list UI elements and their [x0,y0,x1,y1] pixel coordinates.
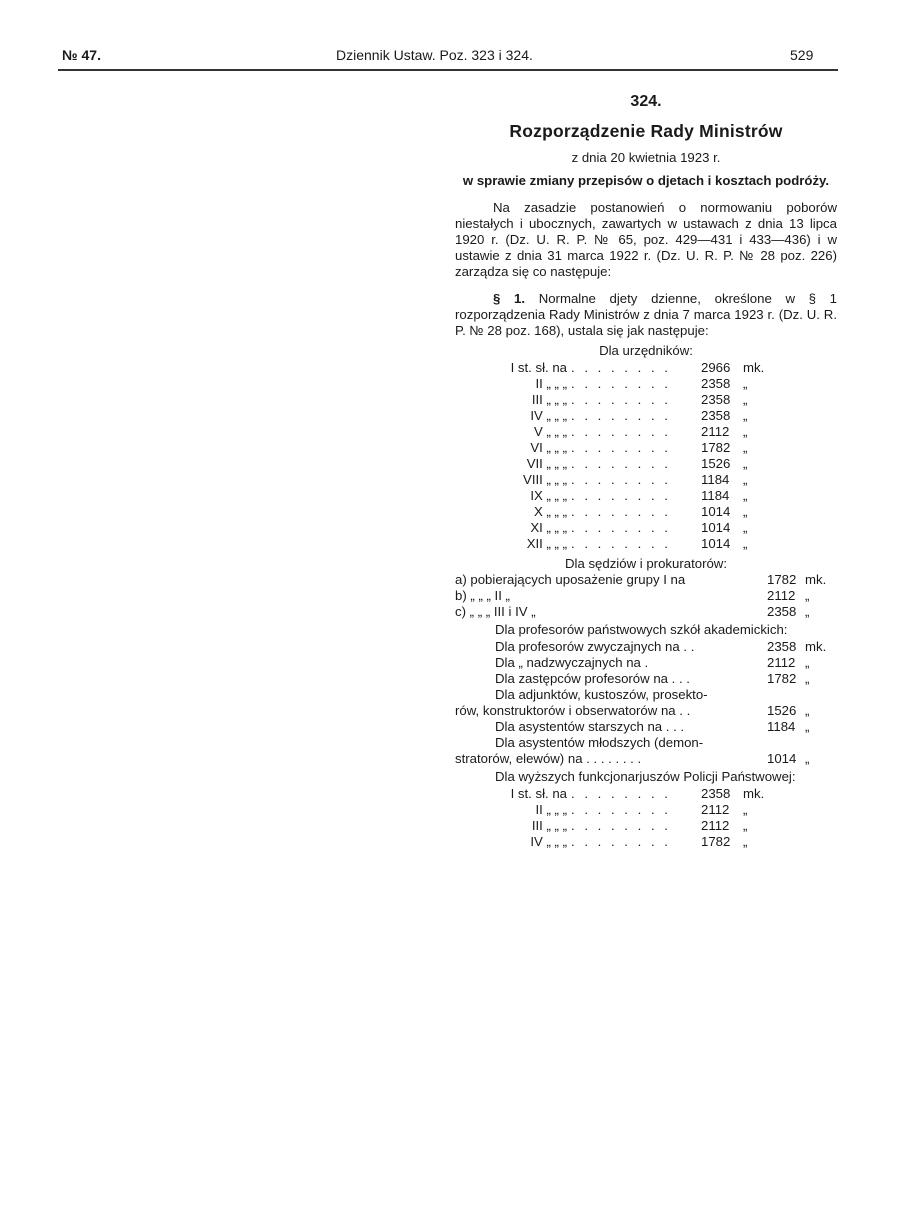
adjunct-row [455,703,837,719]
section-1-mark: § 1. [493,291,526,307]
judge-row [455,588,837,604]
official-leader-dots: . . . . . . . . [571,359,671,375]
official-rank-label: III „ „ „ [531,391,567,407]
official-amount: 1014 [701,503,731,519]
section-1 [455,291,837,338]
official-leader-dots: . . . . . . . . [571,439,671,455]
junior-line-1: Dla asystentów młodszych (demon- [495,734,704,750]
official-row [455,392,837,408]
official-rank-label: IV „ „ „ [530,407,567,423]
official-row [455,440,837,456]
official-amount: 2112 [701,423,730,439]
official-amount: 1014 [701,535,731,551]
official-row [455,408,837,424]
judges-heading: Dla sędziów i prokuratorów: [565,555,727,571]
section-1-text: Normalne djety dzienne, określone w § 1 rozporządzenia Rady Ministrów z dnia 7 marca 1923 r. (Dz. U. R. P. № 28 poz. 168), ustala się jak następuje: [455,291,837,338]
judge-unit: mk. [805,572,827,588]
police-leader-dots: . . . . . . . . [571,785,671,801]
senior-assistant-text: Dla asystentów starszych na . . . [495,718,685,734]
official-row [455,488,837,504]
official-leader-dots: . . . . . . . . [571,519,671,535]
junior-unit: „ [805,750,810,766]
page-header [0,0,902,80]
issue-number: № 47. [62,47,101,63]
judge-amount: 2358 [767,604,797,620]
official-row [455,472,837,488]
document-title: Rozporządzenie Rady Ministrów [509,120,783,141]
police-amount: 2112 [701,801,730,817]
official-amount: 2358 [701,407,731,423]
police-row [455,786,837,802]
police-leader-dots: . . . . . . . . [571,833,671,849]
judges-list [455,572,837,620]
official-leader-dots: . . . . . . . . [571,407,671,423]
professor-text: Dla profesorów zwyczajnych na . . [495,639,695,655]
official-unit: „ [743,423,748,439]
professor-text: Dla zastępców profesorów na . . . [495,671,690,687]
police-unit: mk. [743,785,765,801]
senior-assistant-unit: „ [805,718,810,734]
document-date: z dnia 20 kwietnia 1923 r. [571,149,721,165]
officials-heading: Dla urzędników: [599,342,693,358]
judge-text: b) „ „ „ II „ [455,588,510,604]
official-unit: „ [743,391,748,407]
official-amount: 1184 [701,487,730,503]
judge-unit: „ [805,604,810,620]
judge-amount: 2112 [767,588,796,604]
police-unit: „ [743,801,748,817]
document-subject: w sprawie zmiany przepisów o djetach i kosztach podróży. [462,173,830,189]
junior-value: 1014 [767,750,797,766]
official-rank-label: VIII „ „ „ [523,471,567,487]
official-unit: „ [743,375,748,391]
professor-amount: 2358 [767,639,797,655]
police-rank-label: III „ „ „ [531,817,567,833]
official-row [455,376,837,392]
professor-unit: „ [805,671,810,687]
official-leader-dots: . . . . . . . . [571,535,671,551]
police-row [455,802,837,818]
police-heading: Dla wyższych funkcjonarjuszów Policji Państwowej: [495,768,796,784]
senior-assistant-value: 1184 [767,718,796,734]
official-unit: mk. [743,359,765,375]
judge-amount: 1782 [767,572,797,588]
official-leader-dots: . . . . . . . . [571,503,671,519]
official-rank-label: V „ „ „ [534,423,567,439]
official-amount: 2966 [701,359,731,375]
police-amount: 1782 [701,833,731,849]
official-amount: 1526 [701,455,731,471]
junior-row [455,751,837,767]
journal-title: Dziennik Ustaw. Poz. 323 i 324. [336,47,533,63]
official-amount: 1014 [701,519,731,535]
official-rank-label: X „ „ „ [534,503,567,519]
official-row [455,360,837,376]
official-leader-dots: . . . . . . . . [571,487,671,503]
official-row [455,456,837,472]
document-column [455,90,837,850]
junior-line-2: stratorów, elewów) na . . . . . . . . [455,750,642,766]
professors-list [455,639,837,687]
official-rank-label: XI „ „ „ [530,519,567,535]
professor-row [455,655,837,671]
official-leader-dots: . . . . . . . . [571,423,671,439]
official-unit: „ [743,407,748,423]
police-list [455,786,837,850]
official-amount: 1782 [701,439,731,455]
official-rank-label: I st. sł. na [510,359,567,375]
professor-amount: 1782 [767,671,797,687]
official-amount: 2358 [701,391,731,407]
police-rank-label: II „ „ „ [535,801,567,817]
adjunct-value: 1526 [767,702,797,718]
adjunct-unit: „ [805,702,810,718]
official-rank-label: II „ „ „ [535,375,567,391]
professor-text: Dla „ nadzwyczajnych na . [495,655,649,671]
police-leader-dots: . . . . . . . . [571,801,671,817]
police-rank-label: I st. sł. na [510,785,567,801]
official-leader-dots: . . . . . . . . [571,471,671,487]
official-rank-label: VII „ „ „ [526,455,567,471]
adjunct-line-2: rów, konstruktorów i obserwatorów na . . [455,702,691,718]
page-number: 529 [790,47,814,63]
adjunct-line-1: Dla adjunktów, kustoszów, prosekto- [495,687,708,703]
police-rank-label: IV „ „ „ [530,833,567,849]
professor-row [455,639,837,655]
official-rank-label: VI „ „ „ [530,439,567,455]
header-rule [58,69,838,71]
professor-row [455,671,837,687]
professor-amount: 2112 [767,655,796,671]
official-unit: „ [743,439,748,455]
professors-heading: Dla profesorów państwowych szkół akademickich: [495,622,788,638]
judge-row [455,572,837,588]
official-unit: „ [743,471,748,487]
official-unit: „ [743,503,748,519]
official-unit: „ [743,487,748,503]
police-row [455,834,837,850]
official-row [455,424,837,440]
official-row [455,504,837,520]
official-row [455,536,837,552]
official-amount: 1184 [701,471,730,487]
police-unit: „ [743,833,748,849]
intro-paragraph: Na zasadzie postanowień o normowaniu poborów niestałych i ubocznych, zawartych w ustawach z dnia 13 lipca 1920 r. (Dz. U. R. P. № 65, poz. 429—431 i 433—436) i w ustawie z dnia 31 marca 1922 r. (Dz. U. R. P. № 28 poz. 226) zarządza się co następuje: [455,200,837,279]
police-unit: „ [743,817,748,833]
official-unit: „ [743,519,748,535]
officials-list [455,360,837,552]
official-unit: „ [743,535,748,551]
official-leader-dots: . . . . . . . . [571,391,671,407]
police-leader-dots: . . . . . . . . [571,817,671,833]
police-amount: 2112 [701,817,730,833]
official-leader-dots: . . . . . . . . [571,375,671,391]
document-number: 324. [630,93,662,110]
official-rank-label: XII „ „ „ [526,535,567,551]
official-leader-dots: . . . . . . . . [571,455,671,471]
judge-row [455,604,837,620]
senior-assistant-row [455,719,837,735]
judge-text: a) pobierających uposażenie grupy I na [455,572,686,588]
official-amount: 2358 [701,375,731,391]
professor-unit: mk. [805,639,827,655]
official-unit: „ [743,455,748,471]
judge-text: c) „ „ „ III i IV „ [455,604,536,620]
official-rank-label: IX „ „ „ [530,487,567,503]
official-row [455,520,837,536]
police-row [455,818,837,834]
professor-unit: „ [805,655,810,671]
judge-unit: „ [805,588,810,604]
police-amount: 2358 [701,785,731,801]
